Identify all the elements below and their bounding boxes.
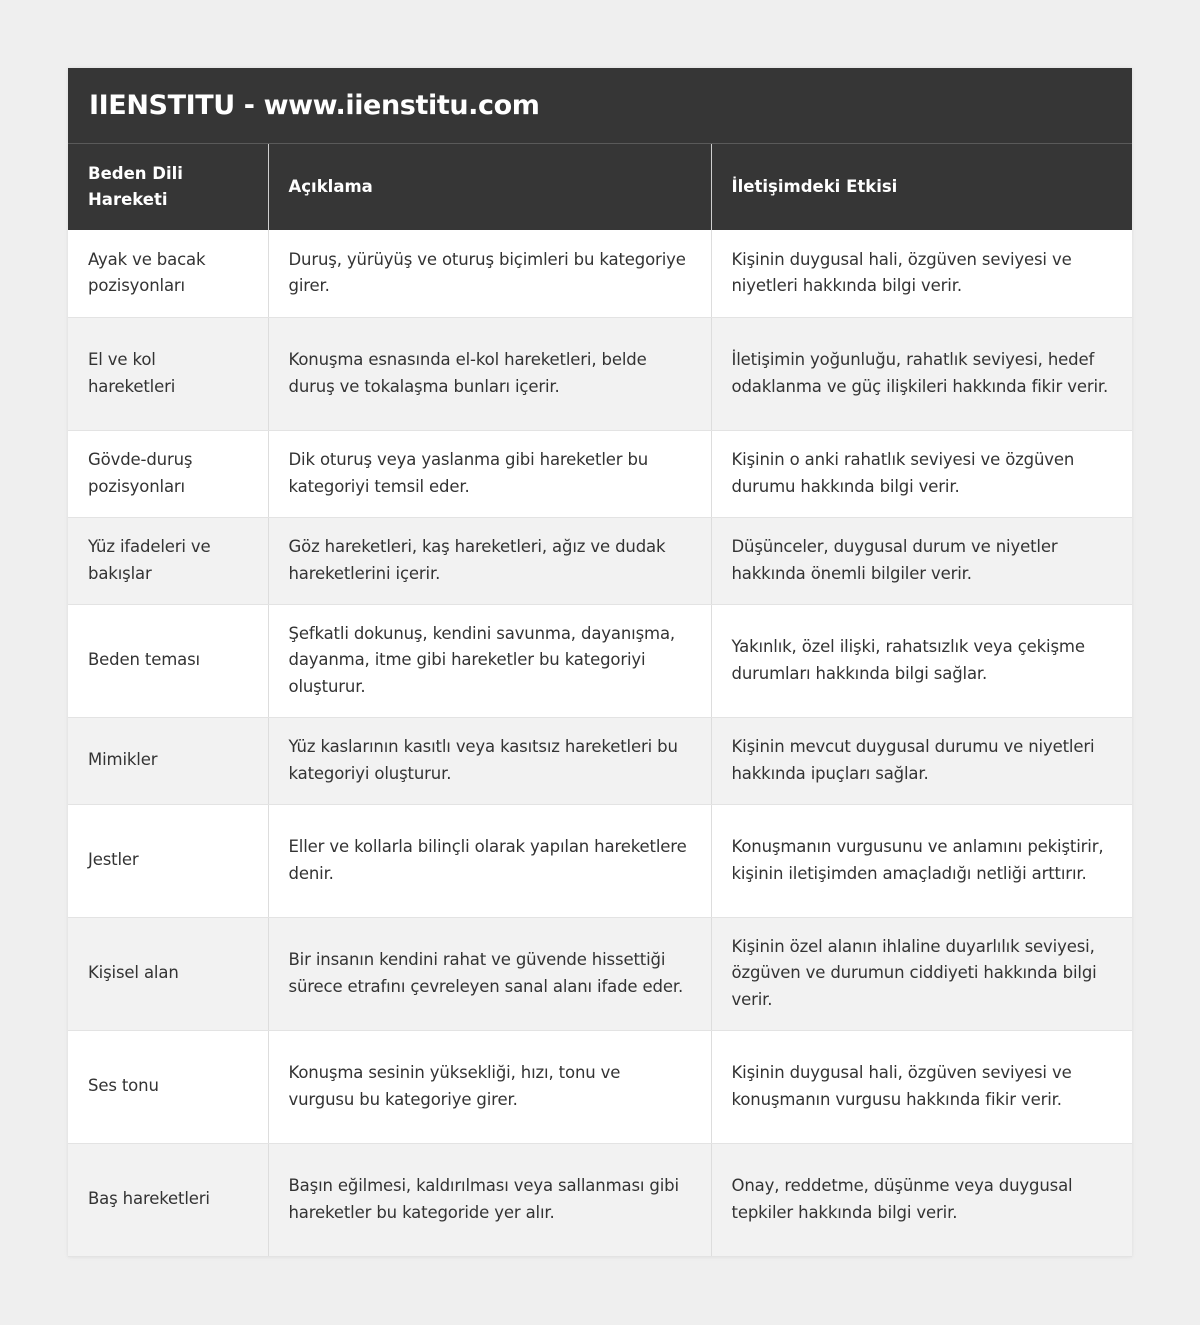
- cell-effect: Onay, reddetme, düşünme veya duygusal tepkiler hakkında bilgi verir.: [711, 1143, 1132, 1256]
- cell-effect: Konuşmanın vurgusunu ve anlamını pekiştirir, kişinin iletişimden amaçladığı netliği arttırır.: [711, 804, 1132, 917]
- column-header-movement: Beden Dili Hareketi: [68, 144, 268, 230]
- table-row: [68, 430, 1132, 517]
- cell-movement: Beden teması: [68, 604, 268, 717]
- table-row: [68, 804, 1132, 917]
- cell-effect: Kişinin o anki rahatlık seviyesi ve özgüven durumu hakkında bilgi verir.: [711, 430, 1132, 517]
- cell-movement: Jestler: [68, 804, 268, 917]
- cell-effect: Düşünceler, duygusal durum ve niyetler hakkında önemli bilgiler verir.: [711, 517, 1132, 604]
- table-row: [68, 317, 1132, 430]
- cell-movement: El ve kol hareketleri: [68, 317, 268, 430]
- cell-movement: Mimikler: [68, 717, 268, 804]
- table-row: [68, 717, 1132, 804]
- cell-description: Göz hareketleri, kaş hareketleri, ağız ve dudak hareketlerini içerir.: [268, 517, 711, 604]
- cell-movement: Gövde-duruş pozisyonları: [68, 430, 268, 517]
- table-row: [68, 517, 1132, 604]
- table-row: [68, 604, 1132, 717]
- cell-description: Başın eğilmesi, kaldırılması veya sallanması gibi hareketler bu kategoride yer alır.: [268, 1143, 711, 1256]
- table-row: [68, 230, 1132, 317]
- table-row: [68, 1030, 1132, 1143]
- cell-movement: Ayak ve bacak pozisyonları: [68, 230, 268, 317]
- cell-description: Yüz kaslarının kasıtlı veya kasıtsız hareketleri bu kategoriyi oluşturur.: [268, 717, 711, 804]
- cell-description: Şefkatli dokunuş, kendini savunma, dayanışma, dayanma, itme gibi hareketler bu kategoriyi oluşturur.: [268, 604, 711, 717]
- table-row: [68, 917, 1132, 1030]
- cell-description: Dik oturuş veya yaslanma gibi hareketler bu kategoriyi temsil eder.: [268, 430, 711, 517]
- cell-description: Duruş, yürüyüş ve oturuş biçimleri bu kategoriye girer.: [268, 230, 711, 317]
- body-language-table: [68, 144, 1132, 1257]
- cell-effect: İletişimin yoğunluğu, rahatlık seviyesi, hedef odaklanma ve güç ilişkileri hakkında fikir verir.: [711, 317, 1132, 430]
- content-card: [68, 68, 1132, 1257]
- cell-movement: Baş hareketleri: [68, 1143, 268, 1256]
- cell-effect: Kişinin mevcut duygusal durumu ve niyetleri hakkında ipuçları sağlar.: [711, 717, 1132, 804]
- table-header-row: [68, 144, 1132, 230]
- cell-effect: Kişinin duygusal hali, özgüven seviyesi ve niyetleri hakkında bilgi verir.: [711, 230, 1132, 317]
- cell-description: Konuşma esnasında el-kol hareketleri, belde duruş ve tokalaşma bunları içerir.: [268, 317, 711, 430]
- cell-description: Bir insanın kendini rahat ve güvende hissettiği sürece etrafını çevreleyen sanal alanı ifade eder.: [268, 917, 711, 1030]
- cell-movement: Kişisel alan: [68, 917, 268, 1030]
- column-header-effect: İletişimdeki Etkisi: [711, 144, 1132, 230]
- cell-effect: Yakınlık, özel ilişki, rahatsızlık veya çekişme durumları hakkında bilgi sağlar.: [711, 604, 1132, 717]
- cell-effect: Kişinin özel alanın ihlaline duyarlılık seviyesi, özgüven ve durumun ciddiyeti hakkında bilgi verir.: [711, 917, 1132, 1030]
- cell-description: Konuşma sesinin yüksekliği, hızı, tonu ve vurgusu bu kategoriye girer.: [268, 1030, 711, 1143]
- cell-description: Eller ve kollarla bilinçli olarak yapılan hareketlere denir.: [268, 804, 711, 917]
- site-title: IIENSTITU - www.iienstitu.com: [89, 90, 540, 121]
- cell-effect: Kişinin duygusal hali, özgüven seviyesi ve konuşmanın vurgusu hakkında fikir verir.: [711, 1030, 1132, 1143]
- column-header-description: Açıklama: [268, 144, 711, 230]
- table-row: [68, 1143, 1132, 1256]
- site-header: [68, 68, 1132, 144]
- cell-movement: Ses tonu: [68, 1030, 268, 1143]
- cell-movement: Yüz ifadeleri ve bakışlar: [68, 517, 268, 604]
